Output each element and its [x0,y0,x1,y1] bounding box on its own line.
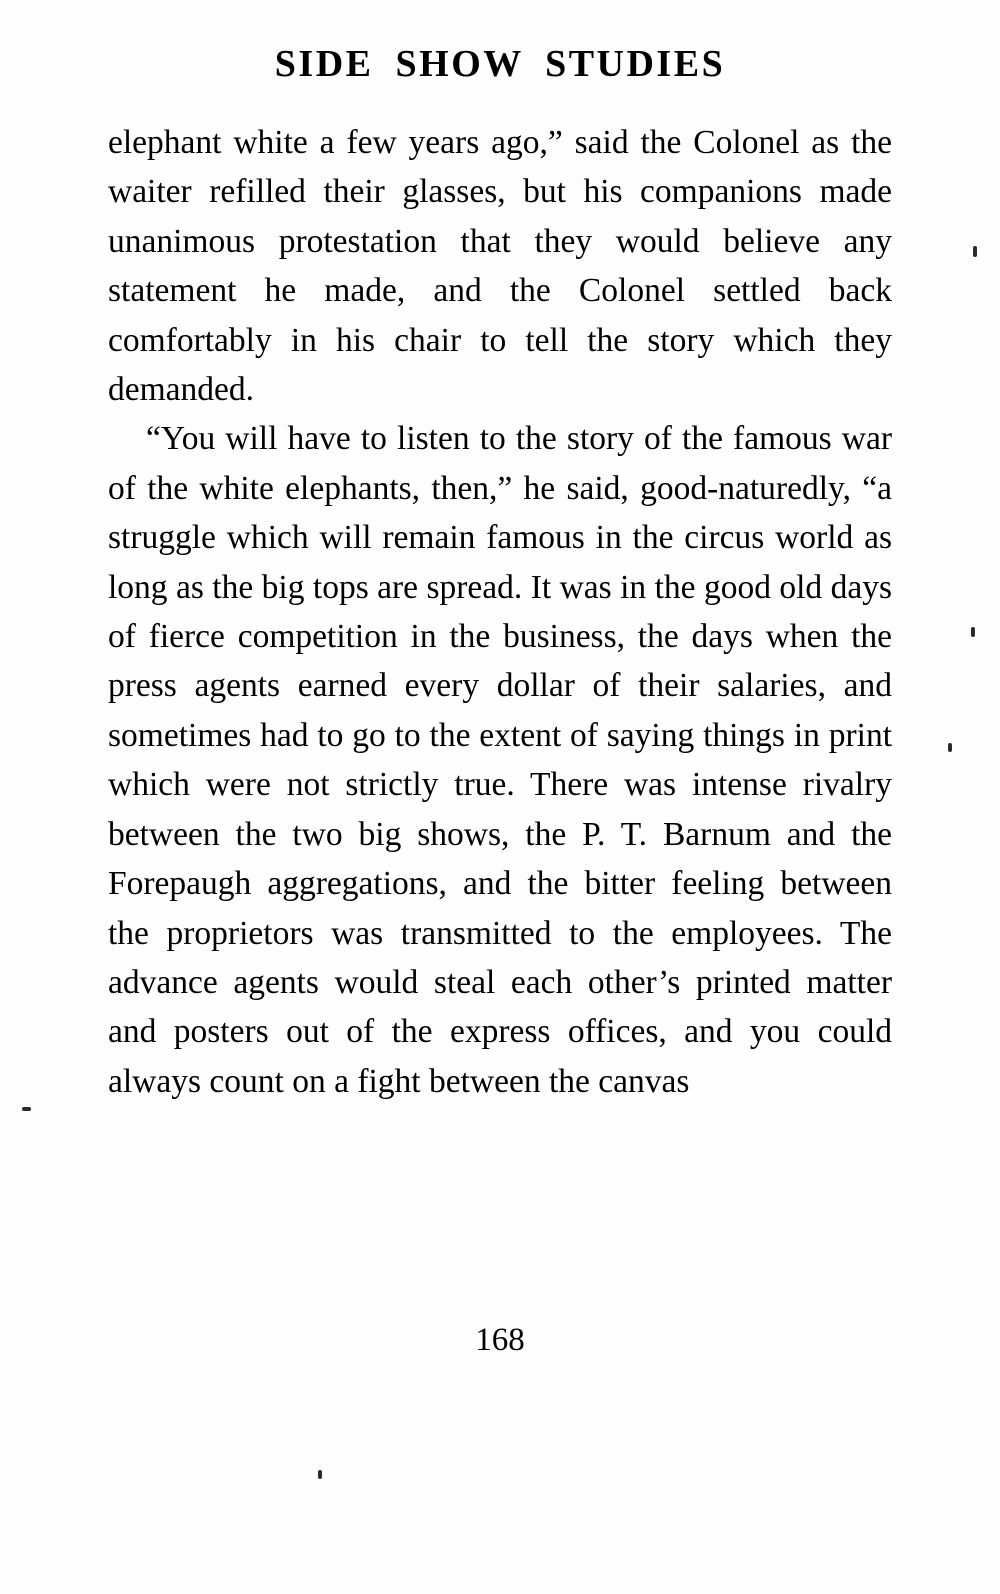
scan-speck [948,743,952,752]
paragraph: elephant white a few years ago,” said the Colonel as the waiter refilled their glasses, but his companions made unanimous protestation that they would believe any statement he made, and the Colonel settled back comfortably in his chair to tell the story which they demanded. [108,124,892,409]
running-head: SIDE SHOW STUDIES [274,43,726,85]
scan-speck [973,246,977,257]
body-text [108,118,892,1106]
page-number: 168 [475,1322,525,1358]
paragraph: “You will have to listen to the story of the famous war of the white elephants, then,” he said, good-naturedly, “a struggle which will remain famous in the circus world as long as the big tops are spread. It was in the good old days of fierce competition in the business, the days when the press agents earned every dollar of their salaries, and sometimes had to go to the extent of saying things in print which were not strictly true. There was intense rivalry between the two big shows, the P. T. Barnum and the Forepaugh aggregations, and the bitter feeling between the proprietors was transmitted to the employees. The advance agents would steal each other’s printed matter and posters out of the express offices, and you could always count on a fight between the canvas [108,420,892,1100]
scan-speck [971,627,975,637]
scan-speck [22,1107,31,1111]
scan-speck [318,1470,322,1479]
